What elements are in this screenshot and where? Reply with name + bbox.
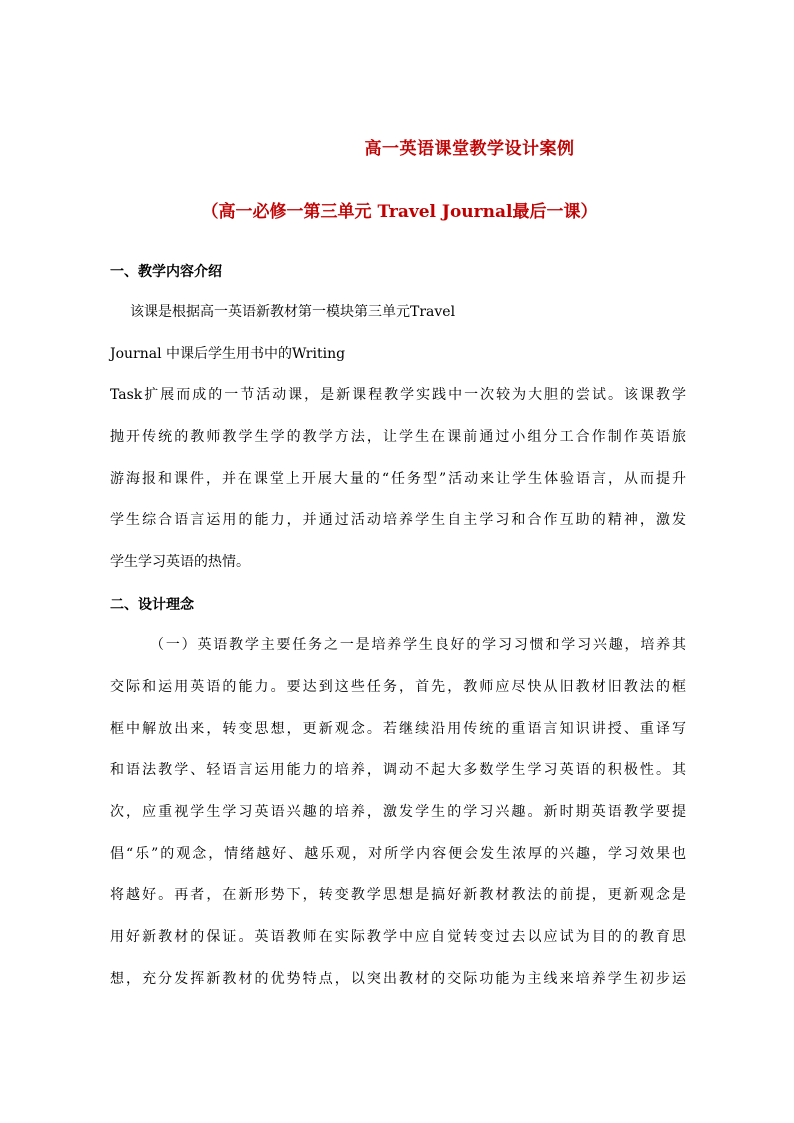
paragraph-line: 学生学习英语的热情。 xyxy=(110,554,250,570)
paragraph-line: 框中解放出来，转变思想，更新观念。若继续沿用传统的重语言知识讲授、重译写 xyxy=(110,721,686,737)
paragraph-line: 和语法教学、轻语言运用能力的培养，调动不起大多数学生学习英语的积极性。其 xyxy=(110,762,686,778)
paragraph-line: 游海报和课件，并在课堂上开展大量的“任务型”活动来让学生体验语言，从而提升 xyxy=(110,471,686,487)
paragraph-line: 用好新教材的保证。英语教师在实际教学中应自觉转变过去以应试为目的的教育思 xyxy=(110,929,686,945)
document-title: 高一英语课堂教学设计案例 xyxy=(364,139,575,159)
section-heading-content-intro: 一、教学内容介绍 xyxy=(110,264,222,280)
paragraph-line: （一）英语教学主要任务之一是培养学生良好的学习习惯和学习兴趣，培养其 xyxy=(150,637,686,653)
paragraph-line: Journal 中课后学生用书中的Writing xyxy=(110,346,346,362)
paragraph-line: Task扩展而成的一节活动课，是新课程教学实践中一次较为大胆的尝试。该课教学 xyxy=(110,387,686,403)
paragraph-line: 交际和运用英语的能力。要达到这些任务，首先，教师应尽快从旧教材旧教法的框 xyxy=(110,679,686,695)
paragraph-line: 该课是根据高一英语新教材第一模块第三单元Travel xyxy=(130,304,456,320)
paragraph-line: 学生综合语言运用的能力，并通过活动培养学生自主学习和合作互助的精神，激发 xyxy=(110,512,686,528)
paragraph-line: 次，应重视学生学习英语兴趣的培养，激发学生的学习兴趣。新时期英语教学要提 xyxy=(110,804,686,820)
document-subtitle: （高一必修一第三单元 Travel Journal最后一课） xyxy=(201,202,598,222)
paragraph-line: 抛开传统的教师教学生学的教学方法，让学生在课前通过小组分工合作制作英语旅 xyxy=(110,429,686,445)
section-heading-design-concept: 二、设计理念 xyxy=(110,597,194,613)
paragraph-line: 倡“乐”的观念，情绪越好、越乐观，对所学内容便会发生浓厚的兴趣，学习效果也 xyxy=(110,846,686,862)
paragraph-line: 将越好。再者，在新形势下，转变教学思想是搞好新教材教法的前提，更新观念是 xyxy=(110,887,686,903)
paragraph-line: 想，充分发挥新教材的优势特点，以突出教材的交际功能为主线来培养学生初步运 xyxy=(110,971,686,987)
